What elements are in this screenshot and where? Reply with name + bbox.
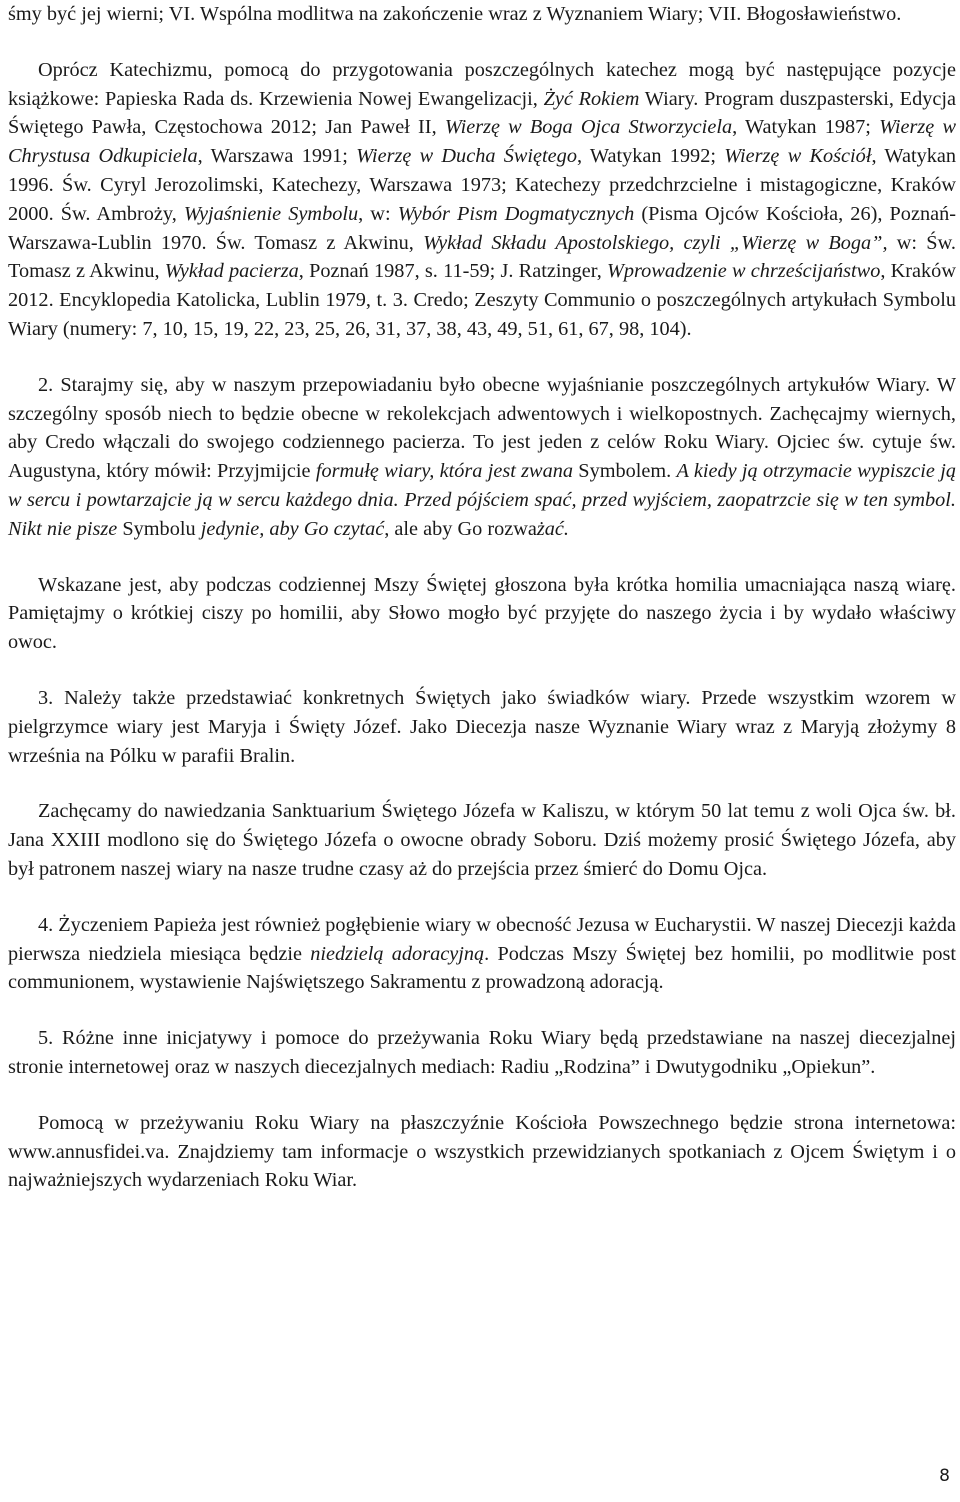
text-run: 4. Życzeniem Papieża jest również pogłębienie wiary w obecność Jezusa w Eucharystii. W naszej Diecezji każda pierwsza niedziela miesiąca będzie xyxy=(8,913,956,965)
text-run: (Pisma Ojców Kościoła, 26), Poznań-Warszawa-Lublin 1970. Św. Tomasz z Akwinu, xyxy=(8,202,956,254)
text-run: , w: xyxy=(358,202,398,225)
italic-text: Żyć Rokiem xyxy=(543,87,640,110)
paragraph xyxy=(8,571,956,657)
paragraph xyxy=(8,797,956,883)
page-number: 8 xyxy=(939,1466,950,1486)
text-run: w: Św. Tomasz z Akwinu, xyxy=(8,231,956,283)
italic-text: Wybór Pism Dogmatycznych xyxy=(397,202,635,225)
italic-text: formułę wiary, która jest zwana xyxy=(315,460,574,483)
paragraph xyxy=(8,684,956,770)
paragraph xyxy=(8,371,956,544)
text-run: , Watykan 1996. Św. Cyryl Jerozolimski, Katechezy, Warszawa 1973; Katechezy przedchrzcielne i mistagogiczne, Kraków 2000. Św. Ambroży, xyxy=(8,145,957,225)
text-run: 2. Starajmy się, aby w naszym przepowiadaniu było obecne wyjaśnianie poszczególnych artykułów Wiary. W szczególny sposób niech to będzie obecne w rekolekcjach adwentowych i wielkopostnych. Zachęcajmy wiernych, aby Credo włączali do swojego codziennego pacierza. To jest jeden z celów Roku Wiary. Ojciec św. cytuje św. Augustyna, który mówił: Przyjmijcie xyxy=(8,373,956,483)
text-run: Wiary. Program duszpasterski, Edycja Świętego Pawła, Częstochowa 2012; Jan Paweł II, xyxy=(8,87,956,139)
paragraph xyxy=(8,1109,956,1195)
italic-text: Wprowadzenie w chrześcijaństwo xyxy=(607,260,881,283)
italic-text: jedynie, aby Go czytać xyxy=(200,517,385,540)
text-run: Pomocą w przeżywaniu Roku Wiary na płaszczyźnie Kościoła Powszechnego będzie strona internetowa: www.annusfidei.va. Znajdziemy tam informacje o wszystkich przewidzianych spotkaniach z Ojcem Świętym i o najważniejszych wydarzeniach Roku Wiar. xyxy=(8,1111,956,1192)
text-run: Symbolem. xyxy=(573,460,677,483)
text-run: 5. Różne inne inicjatywy i pomoce do przeżywania Roku Wiary będą przedstawiane na naszej diecezjalnej stronie internetowej oraz w naszych diecezjalnych mediach: Radiu „Rodzina” i Dwutygodniku „Opiekun”. xyxy=(8,1027,956,1078)
text-run: Oprócz Katechizmu, pomocą do przygotowania poszczególnych katechez mogą być następujące pozycje książkowe: Papieska Rada ds. Krzewienia Nowej Ewangelizacji, xyxy=(8,58,956,110)
paragraph xyxy=(8,911,956,997)
text-run: , Kraków 2012. Encyklopedia Katolicka, Lublin 1979, t. 3. Credo; Zeszyty Communio o poszczególnych artykułach Symbolu Wiary (numery: 7, 10, 15, 19, 22, 23, 25, 26, 31, 37, 38, 43, 49, 51, 61, 67, 98, 104). xyxy=(8,260,956,340)
text-run: Wskazane jest, aby podczas codziennej Mszy Świętej głoszona była krótka homilia umacniająca naszą wiarę. Pamiętajmy o krótkiej ciszy po homilii, aby Słowo mogło być przyjęte do naszego życia i by wydało właściwy owoc. xyxy=(8,573,956,654)
italic-text: Wierzę w Kościół xyxy=(724,145,872,168)
paragraph xyxy=(8,1024,956,1082)
document-body xyxy=(8,0,956,1222)
italic-text: żać. xyxy=(536,517,569,540)
text-run: 3. Należy także przedstawiać konkretnych Świętych jako świadków wiary. Przede wszystkim wzorem w pielgrzymce wiary jest Maryja i Święty Józef. Jako Diecezja nasze Wyznanie Wiary wraz z Maryją złożymy 8 września na Pólku w parafii Bralin. xyxy=(8,686,956,767)
italic-text: Wykład Składu Apostolskiego, czyli „Wierzę w Boga”, xyxy=(423,231,888,254)
text-run: . Podczas Mszy Świętej bez homilii, po modlitwie post communionem, wystawienie Najświętszego Sakramentu z prowadzoną adoracją. xyxy=(8,942,956,994)
text-run: , Warszawa 1991; xyxy=(197,145,357,168)
paragraph xyxy=(8,0,956,29)
text-run: , Poznań 1987, s. 11-59; J. Ratzinger, xyxy=(298,260,607,283)
italic-text: Wykład pacierza xyxy=(164,260,299,283)
italic-text: Wierzę w Chrystusa Odkupiciela xyxy=(8,116,957,168)
italic-text: niedzielą adoracyjną xyxy=(310,942,485,965)
italic-text: Wierzę w Boga Ojca Stworzyciela xyxy=(444,116,733,139)
text-run: Symbolu xyxy=(117,517,201,540)
paragraph xyxy=(8,56,956,344)
italic-text: A kiedy ją otrzymacie wypiszcie ją w sercu i powtarzajcie ją w sercu każdego dnia. Przed pójściem spać, przed wyjściem, zaopatrzcie się w ten symbol. Nikt nie pisze xyxy=(8,460,956,540)
text-run: , ale aby Go rozwa xyxy=(384,517,537,540)
italic-text: Wierzę w Ducha Świętego xyxy=(356,145,577,168)
text-run: śmy być jej wierni; VI. Wspólna modlitwa na zakończenie wraz z Wyznaniem Wiary; VII. Błogosławieństwo. xyxy=(8,3,902,25)
text-run: , Watykan 1992; xyxy=(576,145,725,168)
text-run: , Watykan 1987; xyxy=(732,116,880,139)
text-run: Zachęcamy do nawiedzania Sanktuarium Świętego Józefa w Kaliszu, w którym 50 lat temu z woli Ojca św. bł. Jana XXIII modlono się do Świętego Józefa o owocne obrady Soboru. Dziś możemy prosić Świętego Józefa, aby był patronem naszej wiary na nasze trudne czasy aż do przejścia przez śmierć do Domu Ojca. xyxy=(8,800,956,880)
italic-text: Wyjaśnienie Symbolu xyxy=(183,202,359,225)
